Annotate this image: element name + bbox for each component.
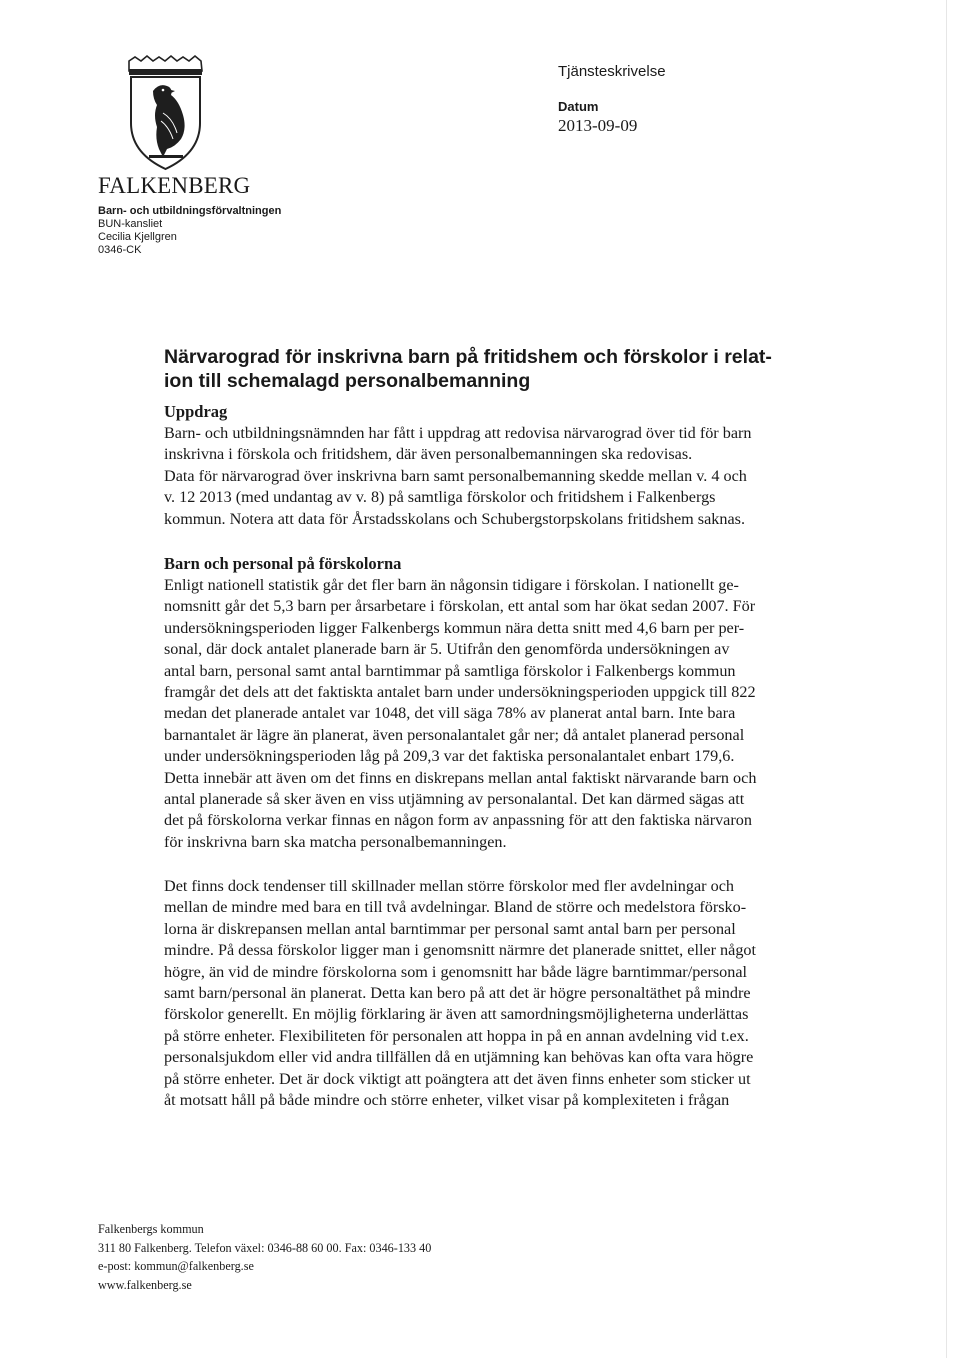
title-line: Närvarograd för inskrivna barn på fritidshem och förskolor i relat- — [164, 346, 772, 368]
body-line: antal planerade så sker även en viss utjämning av personalantal. Det kan därmed sägas att — [164, 790, 745, 809]
body-line: Data för närvarograd över inskrivna barn samt personalbemanning skedde mellan v. 4 och — [164, 466, 747, 485]
body-line: Det finns dock tendenser till skillnader mellan större förskolor med fler avdelningar och — [164, 877, 734, 895]
body-line: Detta innebär att även om det finns en diskrepans mellan antal faktiskt närvarande barn och — [164, 768, 757, 787]
body-line: personalsjukdom eller vid andra tillfällen då en utjämning kan behövas kan ofta vara högre — [164, 1048, 754, 1067]
body-line: v. 12 2013 (med undantag av v. 8) på samtliga förskolor och fritidshem i Falkenbergs — [164, 488, 716, 507]
author-code: 0346-CK — [98, 244, 142, 256]
document-type: Tjänsteskrivelse — [558, 63, 666, 80]
body-line: sonal, där dock antalet planerade barn är 5. Utifrån den genomförda undersökningen av — [164, 640, 730, 659]
scan-edge-divider — [946, 0, 947, 1358]
body-line: mellan de mindre med bara en till två avdelningar. Bland de större och medelstora försko- — [164, 898, 747, 917]
section-tendenser — [164, 876, 854, 1111]
body-line: inskrivna i förskola och fritidshem, där även personalbemanningen ska redovisas. — [164, 445, 693, 464]
footer-address — [98, 1220, 431, 1294]
title-line: ion till schemalagd personalbemanning — [164, 370, 531, 392]
footer-website: www.falkenberg.se — [98, 1277, 192, 1292]
document-title — [164, 345, 854, 393]
body-line: under undersökningsperioden låg på 209,3 var det faktiska personalantalet enbart 179,6. — [164, 747, 735, 766]
body-line: lorna är diskrepansen mellan antal barntimmar per personal samt antal barn per personal — [164, 919, 736, 938]
organization-name: FALKENBERG — [98, 173, 251, 198]
department-name: Barn- och utbildningsförvaltningen — [98, 205, 282, 217]
body-line: framgår det dels att det faktiskta antalet barn under undersökningsperioden uppgick till 822 — [164, 683, 756, 702]
body-line: samt barn/personal än planerat. Detta kan bero på att det är högre personaltäthet på mindre — [164, 984, 751, 1003]
section-barn-och-personal — [164, 553, 854, 853]
body-line: kommun. Notera att data för Årstadsskolans och Schubergstorpskolans fritidshem saknas. — [164, 509, 745, 528]
footer-contact: 311 80 Falkenberg. Telefon växel: 0346-88 60 00. Fax: 0346-133 40 — [98, 1240, 432, 1255]
body-line: nomsnitt går det 5,3 barn per årsarbetare i förskolan, ett antal som har ökat sedan 2007. För — [164, 597, 756, 616]
date-value: 2013-09-09 — [558, 116, 638, 135]
body-line: det på förskolorna verkar finnas en någon form av anpassning för att den faktiska närvaron — [164, 811, 752, 830]
body-line: undersökningsperioden ligger Falkenbergs kommun nära detta snitt med 4,6 barn per per- — [164, 618, 745, 637]
body-line: högre, än vid de mindre förskolorna som i genomsnitt har både lägre barntimmar/personal — [164, 962, 748, 981]
body-line: Barn- och utbildningsnämnden har fått i uppdrag att redovisa närvarograd över tid för barn — [164, 424, 752, 442]
section-heading: Barn och personal på förskolorna — [164, 554, 402, 573]
body-line: på större enheter. Flexibiliteten för personalen att hoppa in på en annan avdelning vid t.ex. — [164, 1026, 749, 1045]
body-line: barnantalet är lägre än planerat, även personalantalet går ner; då antalet planerad personal — [164, 725, 745, 744]
date-label: Datum — [558, 99, 599, 114]
body-line: förskolor generellt. En möjlig förklaring är även att samordningsmöjligheterna underlättas — [164, 1005, 749, 1024]
body-line: åt motsatt håll på både mindre och större enheter, vilket visar på komplexiteten i frågan — [164, 1091, 730, 1110]
body-line: på större enheter. Det är dock viktigt att poängtera att det även finns enheter som sticker ut — [164, 1069, 751, 1088]
body-line: mindre. På dessa förskolor ligger man i genomsnitt närmre det planerade snittet, eller något — [164, 941, 757, 960]
coat-of-arms-icon — [123, 53, 208, 173]
section-uppdrag — [164, 401, 854, 530]
body-line: för inskrivna barn ska matcha personalbemanningen. — [164, 832, 507, 851]
footer-org: Falkenbergs kommun — [98, 1222, 204, 1236]
department-block — [98, 205, 281, 257]
department-unit: BUN-kansliet — [98, 218, 163, 230]
author-name: Cecilia Kjellgren — [98, 231, 177, 243]
footer-email: e-post: kommun@falkenberg.se — [98, 1259, 254, 1273]
body-line: Enligt nationell statistik går det fler barn än någonsin tidigare i förskolan. I nationellt ge- — [164, 576, 739, 594]
body-line: antal barn, personal samt antal barntimmar på samtliga förskolor i Falkenbergs kommun — [164, 661, 736, 680]
body-line: medan det planerade antalet var 1048, det vill säga 78% av planerat antal barn. Inte bara — [164, 704, 736, 723]
section-heading: Uppdrag — [164, 402, 228, 421]
